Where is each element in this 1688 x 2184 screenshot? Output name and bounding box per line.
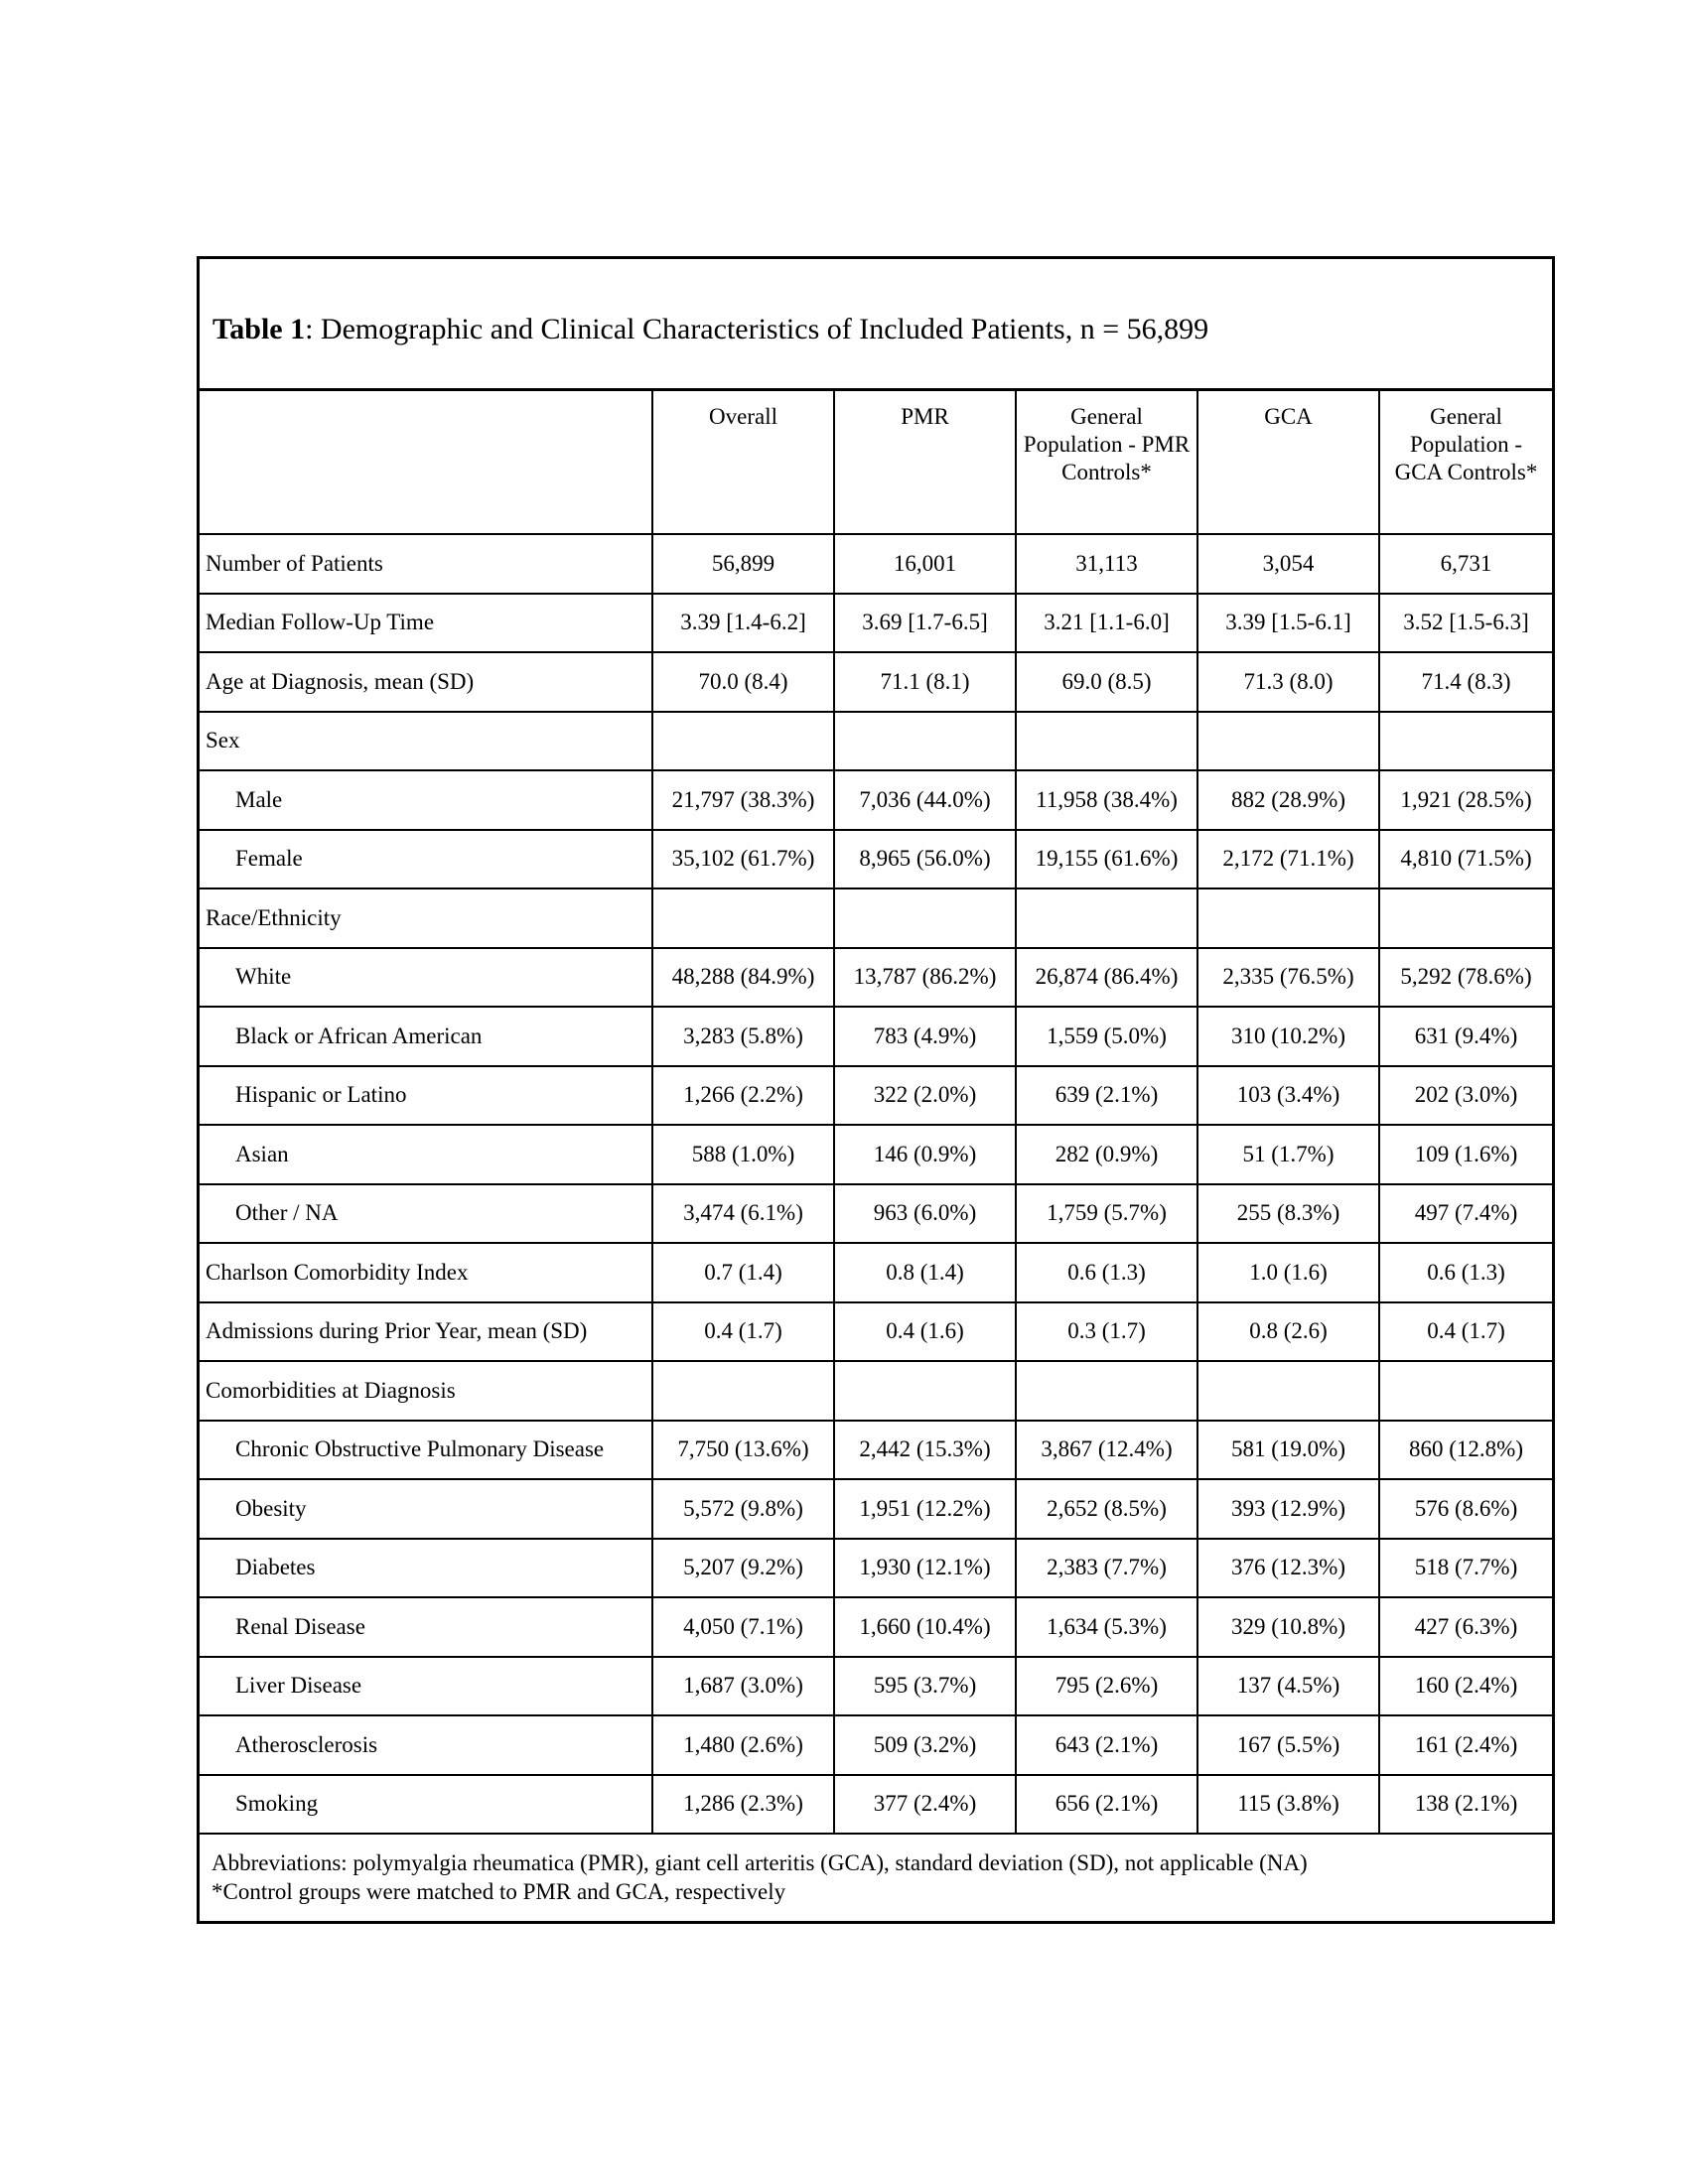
cell-gca: 71.3 (8.0) <box>1197 652 1379 712</box>
cell-gca-controls <box>1379 1361 1552 1421</box>
header-overall: Overall <box>652 391 834 534</box>
cell-gca: 2,335 (76.5%) <box>1197 948 1379 1008</box>
cell-gca-controls: 427 (6.3%) <box>1379 1597 1552 1657</box>
table-row <box>200 1539 1552 1598</box>
cell-gca: 103 (3.4%) <box>1197 1066 1379 1126</box>
cell-overall: 588 (1.0%) <box>652 1125 834 1184</box>
header-gca: GCA <box>1197 391 1379 534</box>
cell-pmr: 16,001 <box>834 534 1016 594</box>
row-label: Smoking <box>200 1775 652 1835</box>
cell-pmr: 8,965 (56.0%) <box>834 830 1016 889</box>
cell-overall: 56,899 <box>652 534 834 594</box>
cell-gca: 376 (12.3%) <box>1197 1539 1379 1598</box>
table-row <box>200 1007 1552 1066</box>
cell-overall: 3.39 [1.4-6.2] <box>652 594 834 653</box>
cell-pmr: 377 (2.4%) <box>834 1775 1016 1835</box>
cell-pmr: 1,951 (12.2%) <box>834 1479 1016 1539</box>
cell-overall: 3,283 (5.8%) <box>652 1007 834 1066</box>
cell-pmr: 1,660 (10.4%) <box>834 1597 1016 1657</box>
table-row <box>200 888 1552 948</box>
cell-gca-controls: 160 (2.4%) <box>1379 1657 1552 1716</box>
cell-gca <box>1197 888 1379 948</box>
cell-pmr <box>834 1361 1016 1421</box>
row-label: Obesity <box>200 1479 652 1539</box>
table-row <box>200 830 1552 889</box>
cell-overall: 1,266 (2.2%) <box>652 1066 834 1126</box>
cell-pmr: 13,787 (86.2%) <box>834 948 1016 1008</box>
table-footnotes <box>200 1835 1552 1921</box>
cell-pmr-controls: 3,867 (12.4%) <box>1016 1421 1197 1480</box>
cell-gca: 1.0 (1.6) <box>1197 1243 1379 1302</box>
cell-pmr: 963 (6.0%) <box>834 1184 1016 1244</box>
cell-gca <box>1197 712 1379 771</box>
table-row <box>200 1715 1552 1775</box>
cell-overall <box>652 888 834 948</box>
cell-gca-controls: 3.52 [1.5-6.3] <box>1379 594 1552 653</box>
table-row <box>200 594 1552 653</box>
cell-pmr <box>834 888 1016 948</box>
cell-pmr-controls: 26,874 (86.4%) <box>1016 948 1197 1008</box>
cell-gca: 137 (4.5%) <box>1197 1657 1379 1716</box>
cell-pmr: 146 (0.9%) <box>834 1125 1016 1184</box>
table-row <box>200 1243 1552 1302</box>
cell-overall: 5,207 (9.2%) <box>652 1539 834 1598</box>
controls-note: *Control groups were matched to PMR and GCA, respectively <box>211 1879 786 1904</box>
abbreviations-note: Abbreviations: polymyalgia rheumatica (PMR), giant cell arteritis (GCA), standard deviation (SD), not applicable (NA) <box>211 1850 1308 1875</box>
row-label: Black or African American <box>200 1007 652 1066</box>
table-row <box>200 1479 1552 1539</box>
cell-pmr-controls: 2,383 (7.7%) <box>1016 1539 1197 1598</box>
cell-gca: 581 (19.0%) <box>1197 1421 1379 1480</box>
cell-gca-controls: 860 (12.8%) <box>1379 1421 1552 1480</box>
row-label: Other / NA <box>200 1184 652 1244</box>
cell-overall: 1,480 (2.6%) <box>652 1715 834 1775</box>
row-label: Renal Disease <box>200 1597 652 1657</box>
cell-overall: 21,797 (38.3%) <box>652 770 834 830</box>
cell-pmr-controls: 31,113 <box>1016 534 1197 594</box>
cell-overall: 0.4 (1.7) <box>652 1302 834 1362</box>
cell-overall: 48,288 (84.9%) <box>652 948 834 1008</box>
row-label: Charlson Comorbidity Index <box>200 1243 652 1302</box>
cell-pmr: 71.1 (8.1) <box>834 652 1016 712</box>
cell-gca-controls: 4,810 (71.5%) <box>1379 830 1552 889</box>
cell-gca-controls: 71.4 (8.3) <box>1379 652 1552 712</box>
header-pmr: PMR <box>834 391 1016 534</box>
cell-gca: 2,172 (71.1%) <box>1197 830 1379 889</box>
cell-pmr-controls: 0.3 (1.7) <box>1016 1302 1197 1362</box>
cell-gca: 3.39 [1.5-6.1] <box>1197 594 1379 653</box>
header-blank <box>200 391 652 534</box>
table-title <box>200 259 1552 391</box>
cell-gca-controls: 518 (7.7%) <box>1379 1539 1552 1598</box>
table-row <box>200 534 1552 594</box>
cell-gca-controls: 109 (1.6%) <box>1379 1125 1552 1184</box>
cell-gca-controls: 138 (2.1%) <box>1379 1775 1552 1835</box>
row-label: Female <box>200 830 652 889</box>
table-row <box>200 1657 1552 1716</box>
cell-gca-controls: 497 (7.4%) <box>1379 1184 1552 1244</box>
table-row <box>200 1066 1552 1126</box>
cell-gca: 167 (5.5%) <box>1197 1715 1379 1775</box>
cell-gca-controls: 161 (2.4%) <box>1379 1715 1552 1775</box>
cell-pmr: 3.69 [1.7-6.5] <box>834 594 1016 653</box>
row-label: White <box>200 948 652 1008</box>
row-label: Comorbidities at Diagnosis <box>200 1361 652 1421</box>
cell-overall: 1,286 (2.3%) <box>652 1775 834 1835</box>
cell-gca: 51 (1.7%) <box>1197 1125 1379 1184</box>
cell-overall: 70.0 (8.4) <box>652 652 834 712</box>
cell-gca <box>1197 1361 1379 1421</box>
cell-gca: 329 (10.8%) <box>1197 1597 1379 1657</box>
cell-pmr: 7,036 (44.0%) <box>834 770 1016 830</box>
row-label: Liver Disease <box>200 1657 652 1716</box>
cell-pmr: 322 (2.0%) <box>834 1066 1016 1126</box>
row-label: Admissions during Prior Year, mean (SD) <box>200 1302 652 1362</box>
cell-overall: 5,572 (9.8%) <box>652 1479 834 1539</box>
cell-pmr-controls: 2,652 (8.5%) <box>1016 1479 1197 1539</box>
cell-pmr-controls: 643 (2.1%) <box>1016 1715 1197 1775</box>
table-row <box>200 652 1552 712</box>
cell-overall <box>652 1361 834 1421</box>
cell-overall: 35,102 (61.7%) <box>652 830 834 889</box>
cell-gca: 115 (3.8%) <box>1197 1775 1379 1835</box>
cell-overall: 7,750 (13.6%) <box>652 1421 834 1480</box>
header-pmr-controls: General Population - PMR Controls* <box>1016 391 1197 534</box>
cell-pmr-controls: 1,559 (5.0%) <box>1016 1007 1197 1066</box>
cell-pmr: 2,442 (15.3%) <box>834 1421 1016 1480</box>
row-label: Age at Diagnosis, mean (SD) <box>200 652 652 712</box>
cell-gca-controls: 576 (8.6%) <box>1379 1479 1552 1539</box>
row-label: Diabetes <box>200 1539 652 1598</box>
table-number: Table 1 <box>212 313 306 345</box>
header-row <box>200 391 1552 534</box>
header-gca-controls: General Population - GCA Controls* <box>1379 391 1552 534</box>
cell-pmr-controls: 656 (2.1%) <box>1016 1775 1197 1835</box>
cell-pmr-controls <box>1016 712 1197 771</box>
cell-overall <box>652 712 834 771</box>
cell-gca: 310 (10.2%) <box>1197 1007 1379 1066</box>
cell-pmr-controls: 0.6 (1.3) <box>1016 1243 1197 1302</box>
cell-pmr-controls <box>1016 888 1197 948</box>
cell-gca-controls: 202 (3.0%) <box>1379 1066 1552 1126</box>
cell-pmr-controls: 69.0 (8.5) <box>1016 652 1197 712</box>
cell-pmr-controls: 11,958 (38.4%) <box>1016 770 1197 830</box>
cell-gca-controls <box>1379 712 1552 771</box>
row-label: Sex <box>200 712 652 771</box>
cell-pmr-controls: 19,155 (61.6%) <box>1016 830 1197 889</box>
cell-pmr-controls: 795 (2.6%) <box>1016 1657 1197 1716</box>
table-row <box>200 1125 1552 1184</box>
cell-pmr: 0.8 (1.4) <box>834 1243 1016 1302</box>
cell-gca-controls: 1,921 (28.5%) <box>1379 770 1552 830</box>
cell-gca: 0.8 (2.6) <box>1197 1302 1379 1362</box>
cell-gca-controls: 6,731 <box>1379 534 1552 594</box>
characteristics-table <box>200 391 1552 1835</box>
cell-pmr: 0.4 (1.6) <box>834 1302 1016 1362</box>
cell-gca-controls: 0.4 (1.7) <box>1379 1302 1552 1362</box>
table-1 <box>197 256 1555 1924</box>
table-row <box>200 948 1552 1008</box>
cell-overall: 1,687 (3.0%) <box>652 1657 834 1716</box>
cell-pmr-controls: 3.21 [1.1-6.0] <box>1016 594 1197 653</box>
table-row <box>200 1184 1552 1244</box>
cell-overall: 0.7 (1.4) <box>652 1243 834 1302</box>
row-label: Median Follow-Up Time <box>200 594 652 653</box>
cell-pmr-controls: 1,759 (5.7%) <box>1016 1184 1197 1244</box>
row-label: Asian <box>200 1125 652 1184</box>
cell-gca: 393 (12.9%) <box>1197 1479 1379 1539</box>
cell-gca: 3,054 <box>1197 534 1379 594</box>
cell-pmr-controls: 639 (2.1%) <box>1016 1066 1197 1126</box>
row-label: Atherosclerosis <box>200 1715 652 1775</box>
table-row <box>200 1597 1552 1657</box>
table-row <box>200 1361 1552 1421</box>
row-label: Male <box>200 770 652 830</box>
cell-overall: 4,050 (7.1%) <box>652 1597 834 1657</box>
row-label: Number of Patients <box>200 534 652 594</box>
cell-gca-controls: 5,292 (78.6%) <box>1379 948 1552 1008</box>
table-row <box>200 1302 1552 1362</box>
cell-pmr: 509 (3.2%) <box>834 1715 1016 1775</box>
table-row <box>200 1421 1552 1480</box>
cell-overall: 3,474 (6.1%) <box>652 1184 834 1244</box>
cell-gca: 255 (8.3%) <box>1197 1184 1379 1244</box>
cell-gca-controls: 0.6 (1.3) <box>1379 1243 1552 1302</box>
table-caption: : Demographic and Clinical Characteristics of Included Patients, n = 56,899 <box>305 313 1209 345</box>
cell-pmr: 1,930 (12.1%) <box>834 1539 1016 1598</box>
cell-gca: 882 (28.9%) <box>1197 770 1379 830</box>
row-label: Hispanic or Latino <box>200 1066 652 1126</box>
table-body <box>200 534 1552 1834</box>
table-row <box>200 1775 1552 1835</box>
cell-pmr-controls <box>1016 1361 1197 1421</box>
cell-gca-controls <box>1379 888 1552 948</box>
cell-pmr-controls: 1,634 (5.3%) <box>1016 1597 1197 1657</box>
row-label: Race/Ethnicity <box>200 888 652 948</box>
cell-gca-controls: 631 (9.4%) <box>1379 1007 1552 1066</box>
row-label: Chronic Obstructive Pulmonary Disease <box>200 1421 652 1480</box>
cell-pmr: 783 (4.9%) <box>834 1007 1016 1066</box>
cell-pmr <box>834 712 1016 771</box>
cell-pmr: 595 (3.7%) <box>834 1657 1016 1716</box>
table-row <box>200 712 1552 771</box>
table-row <box>200 770 1552 830</box>
cell-pmr-controls: 282 (0.9%) <box>1016 1125 1197 1184</box>
